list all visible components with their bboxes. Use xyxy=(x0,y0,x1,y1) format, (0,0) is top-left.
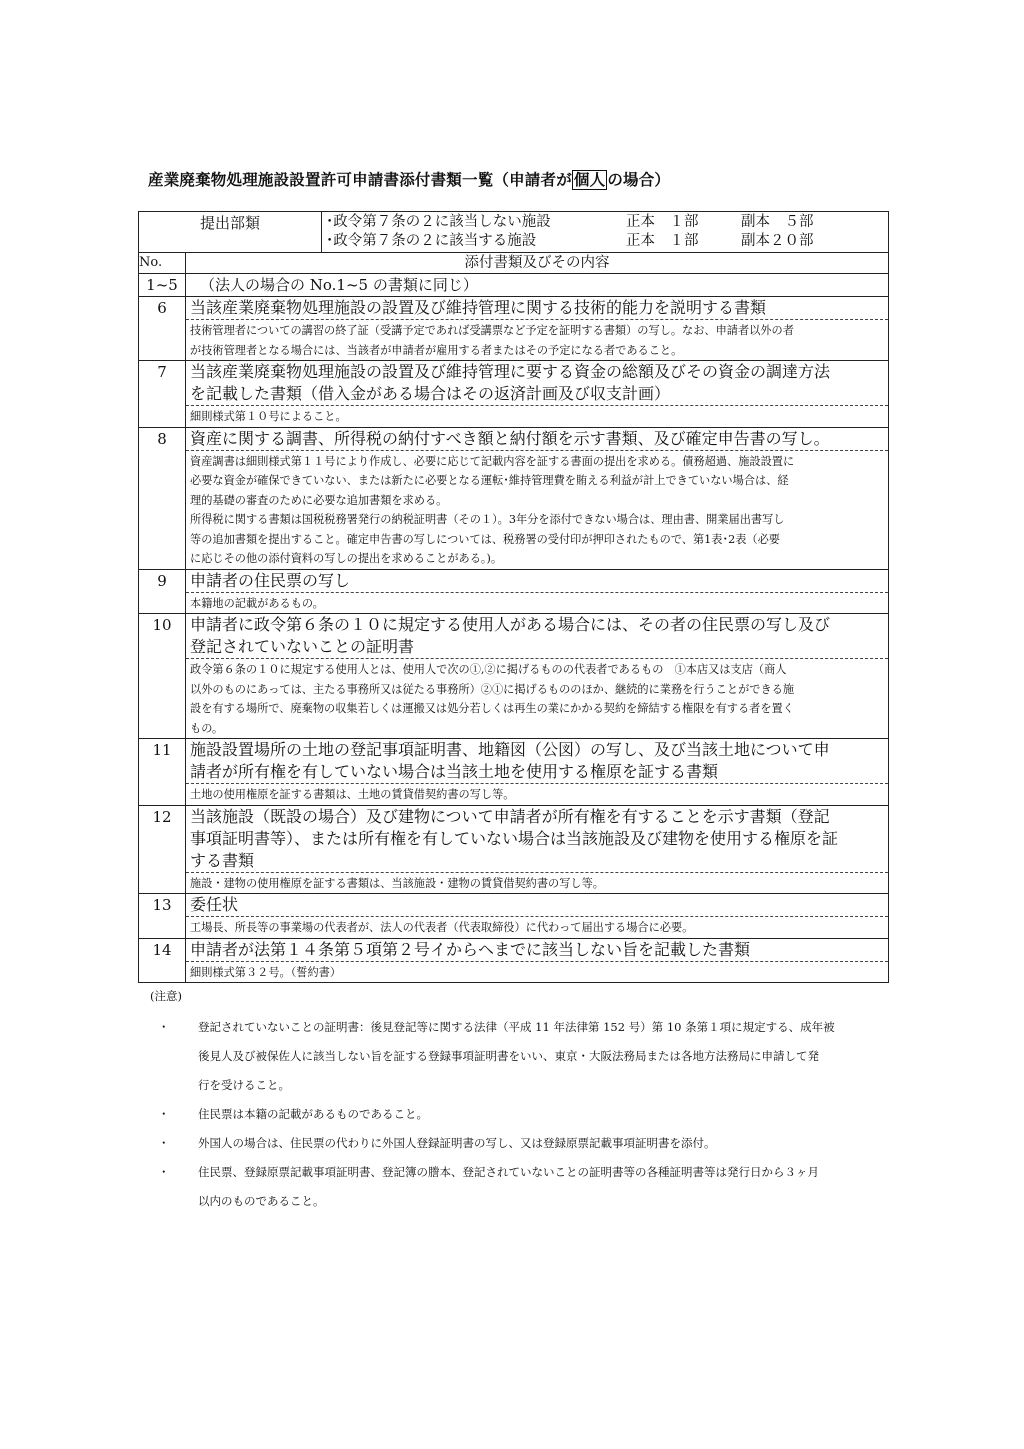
row-title-line: 事項証明書等）、または所有権を有していない場合は当該施設及び建物を使用する権原を証 xyxy=(190,828,839,848)
row-title-line: 申請者に政令第６条の１０に規定する使用人がある場合には、その者の住民票の写し及び xyxy=(190,615,831,634)
row-detail-line: 本籍地の記載があるもの。 xyxy=(190,596,324,610)
row-detail-line: 細則様式第３２号。（誓約書） xyxy=(190,965,342,979)
submission-line xyxy=(322,213,888,232)
row-detail xyxy=(186,873,888,894)
row-title-line: 当該産業廃棄物処理施設の設置及び維持管理に要する資金の総額及びその資金の調達方法 xyxy=(190,362,831,381)
note-text xyxy=(198,1129,885,1158)
table-row xyxy=(139,569,889,614)
note-bullet: ・ xyxy=(158,1165,170,1179)
row-contents xyxy=(186,739,889,806)
row-detail xyxy=(186,451,888,569)
row-detail-line: 所得税に関する書類は国税税務署発行の納税証明書（その１）。3年分を添付できない場合は、理由書、開業届出書写し xyxy=(190,513,785,526)
row-title-line: 施設設置場所の土地の登記事項証明書、地籍図（公図）の写し、及び当該土地について申 xyxy=(190,740,830,759)
note-line: 行を受けること。 xyxy=(198,1078,290,1092)
row-contents xyxy=(186,569,889,614)
row-number: 14 xyxy=(139,938,186,983)
table-row xyxy=(139,894,889,939)
row-title-line: する書類 xyxy=(190,850,255,870)
row-detail xyxy=(186,962,888,983)
note-line: 住民票は本籍の記載があるものであること。 xyxy=(198,1107,428,1121)
row-title xyxy=(186,297,888,320)
page-title xyxy=(148,168,670,190)
row-detail xyxy=(186,406,888,427)
note-line: 後見人及び被保佐人に該当しない旨を証する登録事項証明書をいい、東京・大阪法務局または各地方法務局に申請して発 xyxy=(198,1049,819,1063)
row-number: 6 xyxy=(139,297,186,361)
row-title-line: 登記されていないことの証明書 xyxy=(190,637,415,656)
row-number: 7 xyxy=(139,361,186,428)
submission-original: 正本 １部 xyxy=(626,214,699,230)
table-header-row xyxy=(139,253,889,274)
row-title xyxy=(186,806,888,873)
row-detail xyxy=(186,320,888,360)
note-line: 外国人の場合は、住民票の代わりに外国人登録証明書の写し、又は登録原票記載事項証明書を添付。 xyxy=(198,1136,716,1150)
notes-section xyxy=(150,987,885,1216)
row-title-line: 資産に関する調書、所得税の納付すべき額と納付額を示す書類、及び確定申告書の写し。 xyxy=(190,428,830,448)
note-item xyxy=(150,1013,885,1100)
row-title xyxy=(186,894,888,917)
submission-label: 提出部類 xyxy=(139,212,322,253)
note-item xyxy=(150,1158,885,1216)
row-number: 9 xyxy=(139,569,186,614)
submission-row xyxy=(139,212,889,253)
table-row xyxy=(139,361,889,428)
row-number: 13 xyxy=(139,894,186,939)
page-title-before: 産業廃棄物処理施設設置許可申請書添付書類一覧（申請者が xyxy=(148,171,572,189)
row-contents xyxy=(186,938,889,983)
page-title-after: の場合） xyxy=(607,171,671,189)
table-row xyxy=(139,739,889,806)
submission-line xyxy=(322,232,888,251)
submission-copies: 副本 ５部 xyxy=(741,214,814,230)
table-row xyxy=(139,274,889,297)
table-row xyxy=(139,427,889,569)
row-contents xyxy=(186,274,889,297)
row-detail-line: 等の追加書類を提出すること。確定申告書の写しについては、税務署の受付印が押印されたもので、第1表･2表（必要 xyxy=(190,532,780,546)
header-no: No. xyxy=(139,253,186,274)
row-contents xyxy=(186,805,889,894)
row-number: 10 xyxy=(139,614,186,739)
row-detail-line: 施設・建物の使用権原を証する書類は、当該施設・建物の賃貸借契約書の写し等。 xyxy=(190,876,604,890)
note-bullet: ・ xyxy=(158,1136,170,1150)
row-detail-line: 理的基礎の審査のために必要な追加書類を求める。 xyxy=(190,493,448,507)
row-detail xyxy=(186,593,888,614)
row-detail-line: 技術管理者についての講習の終了証（受講予定であれば受講票など予定を証明する書類）の写し。なお、申請者以外の者 xyxy=(190,324,794,337)
row-title-line: 当該施設（既設の場合）及び建物について申請者が所有権を有することを示す書類（登記 xyxy=(190,806,830,826)
row-title xyxy=(186,614,888,659)
row-detail-line: 資産調書は細則様式第１１号により作成し、必要に応じて記載内容を証する書面の提出を求める。債務超過、施設設置に xyxy=(190,454,795,468)
page-title-boxed-word: 個人 xyxy=(573,171,606,189)
row-number: 1~5 xyxy=(139,274,186,297)
row-title xyxy=(186,739,888,784)
row-detail-line: 土地の使用権原を証する書類は、土地の賃貸借契約書の写し等。 xyxy=(190,788,515,801)
note-bullet: ・ xyxy=(158,1020,170,1034)
row-detail-line: 工場長、所長等の事業場の代表者が、法人の代表者（代表取締役）に代わって届出する場合に必要。 xyxy=(190,921,694,934)
row-title-line: 委任状 xyxy=(190,895,239,914)
notes-list xyxy=(150,1013,885,1216)
note-item xyxy=(150,1129,885,1158)
attachment-table xyxy=(138,211,889,983)
row-title xyxy=(186,428,888,451)
table-row xyxy=(139,805,889,894)
note-text xyxy=(198,1100,885,1129)
row-title-line: 申請者が法第１４条第５項第２号イからヘまでに該当しない旨を記載した書類 xyxy=(190,939,751,959)
row-title-line: 当該産業廃棄物処理施設の設置及び維持管理に関する技術的能力を説明する書類 xyxy=(190,298,767,317)
submission-lines xyxy=(322,212,889,253)
row-contents xyxy=(186,614,889,739)
row-detail-line: 必要な資金が確保できていない、または新たに必要となる運転･維持管理費を賄える利益が計上できていない場合は、経 xyxy=(190,474,789,487)
row-detail-line: 政令第６条の１０に規定する使用人とは、使用人で次の①,②に掲げるものの代表者であるもの ①本店又は支店（商人 xyxy=(190,663,787,676)
row-contents xyxy=(186,894,889,939)
row-detail-line: 細則様式第１０号によること。 xyxy=(190,410,347,423)
row-title-line: 申請者の住民票の写し xyxy=(190,570,351,590)
header-contents: 添付書類及びその内容 xyxy=(186,253,889,274)
note-line: 以内のものであること。 xyxy=(198,1194,325,1208)
row-detail-line: 以外のものにあっては、主たる事務所又は従たる事務所）②①に掲げるもののほか、継続的に業務を行うことができる施 xyxy=(190,682,795,696)
note-line: 登記されていないことの証明書：後見登記等に関する法律（平成 11 年法律第 152 号）第 10 条第１項に規定する、成年被 xyxy=(198,1020,835,1034)
row-contents xyxy=(186,361,889,428)
table-row xyxy=(139,297,889,361)
row-title xyxy=(186,570,888,593)
row-title-line: 請者が所有権を有していない場合は当該土地を使用する権原を証する書類 xyxy=(190,762,719,781)
submission-copies: 副本２０部 xyxy=(741,233,814,249)
table-row xyxy=(139,938,889,983)
note-bullet: ・ xyxy=(158,1107,170,1121)
row-full-text: （法人の場合の No.1~5 の書類に同じ） xyxy=(200,276,478,294)
row-detail-line: に応じその他の添付資料の写しの提出を求めることがある。)。 xyxy=(190,552,503,565)
row-detail-line: もの。 xyxy=(190,721,224,735)
note-text xyxy=(198,1013,885,1100)
notes-heading: (注意) xyxy=(150,989,182,1003)
note-item xyxy=(150,1100,885,1129)
submission-original: 正本 １部 xyxy=(626,233,699,249)
row-number: 8 xyxy=(139,427,186,569)
row-contents xyxy=(186,297,889,361)
submission-target: ･政令第７条の２に該当しない施設 xyxy=(326,214,551,230)
note-line: 住民票、登録原票記載事項証明書、登記簿の謄本、登記されていないことの証明書等の各種証明書等は発行日から３ヶ月 xyxy=(198,1165,819,1179)
row-title xyxy=(186,939,888,962)
note-text xyxy=(198,1158,885,1216)
row-detail xyxy=(186,659,888,738)
row-title-line: を記載した書類（借入金がある場合はその返済計画及び収支計画） xyxy=(190,384,671,403)
row-title xyxy=(186,361,888,406)
row-contents xyxy=(186,427,889,569)
table-row xyxy=(139,614,889,739)
row-detail xyxy=(186,917,888,938)
row-number: 11 xyxy=(139,739,186,806)
submission-target: ･政令第７条の２に該当する施設 xyxy=(326,233,537,249)
row-number: 12 xyxy=(139,805,186,894)
row-detail xyxy=(186,784,888,805)
row-detail-line: が技術管理者となる場合には、当該者が申請者が雇用する者またはその予定になる者であること。 xyxy=(190,343,683,357)
row-detail-line: 設を有する場所で、廃棄物の収集若しくは運搬又は処分若しくは再生の業にかかる契約を締結する権限を有する者を置く xyxy=(190,702,794,715)
